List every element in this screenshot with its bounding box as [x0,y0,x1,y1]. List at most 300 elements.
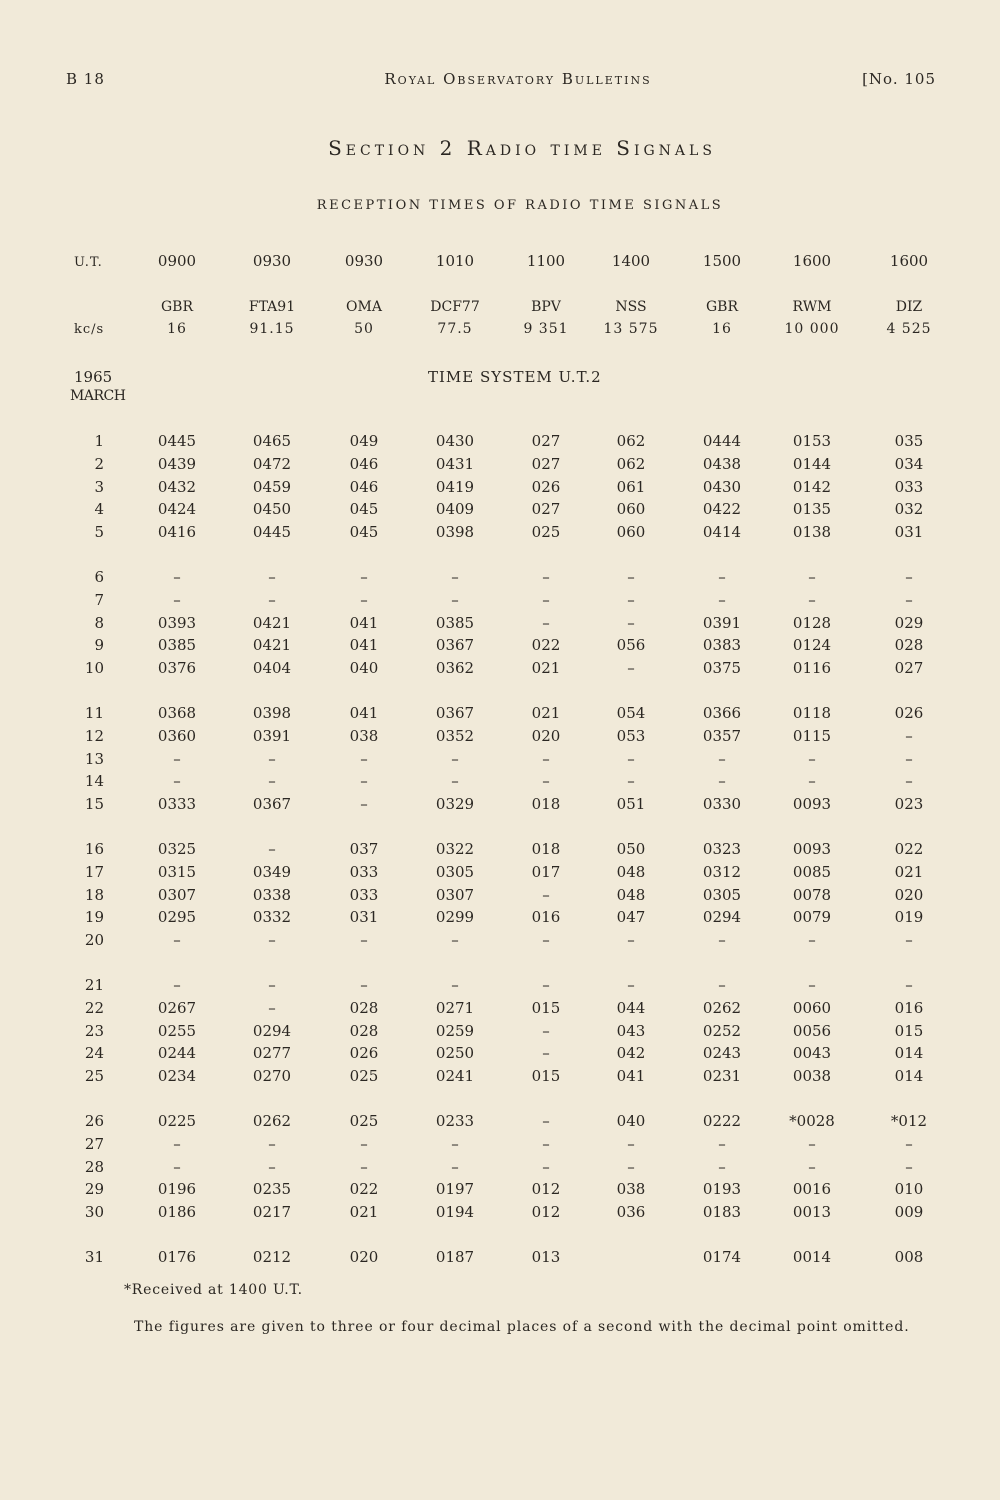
column-station: FTA91 [248,299,296,315]
table-cell: 0472 [252,455,292,473]
table-cell: 049 [349,432,379,450]
table-cell: 0439 [157,455,197,473]
table-cell: 0367 [435,704,475,722]
table-cell: 0307 [435,886,475,904]
column-time-header: 0930 [344,252,384,270]
table-cell: 031 [894,523,924,541]
table-cell: 0409 [435,500,475,518]
table-cell: – [627,750,635,768]
day-number: 9 [94,636,104,654]
table-cell: – [542,976,550,994]
table-cell: 0194 [435,1203,475,1221]
table-cell: 0142 [792,478,832,496]
table-cell: 0176 [157,1248,197,1266]
time-system-label: TIME SYSTEM U.T.2 [428,368,602,386]
table-cell: 038 [616,1180,646,1198]
table-cell: – [718,1158,726,1176]
table-cell: – [627,931,635,949]
table-cell: 0115 [792,727,832,745]
table-cell: – [268,999,276,1017]
column-time-header: 1400 [611,252,651,270]
table-cell: 0305 [702,886,742,904]
table-cell: 0445 [157,432,197,450]
table-cell: 041 [616,1067,646,1085]
table-cell: – [268,750,276,768]
table-cell: 0255 [157,1022,197,1040]
table-cell: 0093 [792,840,832,858]
section-title: Section 2 Radio time Signals [328,136,716,160]
table-cell: 0013 [792,1203,832,1221]
table-cell: – [451,1135,459,1153]
table-cell: – [173,976,181,994]
table-cell: 020 [894,886,924,904]
table-cell: – [542,614,550,632]
table-cell: – [808,750,816,768]
table-cell: 0352 [435,727,475,745]
table-cell: 0385 [435,614,475,632]
day-number: 27 [84,1135,104,1153]
table-cell: – [808,772,816,790]
table-cell: 046 [349,478,379,496]
table-cell: 017 [531,863,561,881]
table-cell: 0144 [792,455,832,473]
table-cell: 026 [531,478,561,496]
table-cell: 0368 [157,704,197,722]
table-cell: 053 [616,727,646,745]
table-cell: 012 [531,1203,561,1221]
day-number: 29 [84,1180,104,1198]
table-cell: 020 [349,1248,379,1266]
table-cell: 032 [894,500,924,518]
table-cell: 0421 [252,636,292,654]
day-number: 7 [94,591,104,609]
table-cell: 0233 [435,1112,475,1130]
table-cell: 0093 [792,795,832,813]
table-cell: 0329 [435,795,475,813]
table-cell: 0323 [702,840,742,858]
table-cell: 022 [349,1180,379,1198]
table-cell: 014 [894,1067,924,1085]
table-cell: 0419 [435,478,475,496]
day-number: 20 [84,931,104,949]
table-cell: 014 [894,1044,924,1062]
table-cell: – [718,591,726,609]
table-cell: 0085 [792,863,832,881]
table-cell: 0234 [157,1067,197,1085]
table-cell: – [451,591,459,609]
table-cell: 0431 [435,455,475,473]
table-cell: 0459 [252,478,292,496]
column-frequency: 10 000 [784,321,840,337]
table-cell: 0262 [702,999,742,1017]
explanatory-note: The figures are given to three or four decimal places of a second with the decimal point omitted. [134,1319,910,1335]
table-cell: 0079 [792,908,832,926]
table-cell: 022 [894,840,924,858]
table-cell: 0056 [792,1022,832,1040]
column-time-header: 0900 [157,252,197,270]
table-cell: 025 [349,1112,379,1130]
column-time-header: 1600 [792,252,832,270]
column-frequency: 50 [354,321,374,337]
table-cell: – [542,750,550,768]
table-cell: – [542,1158,550,1176]
table-cell: – [905,1158,913,1176]
table-cell: 0416 [157,523,197,541]
table-cell: – [451,931,459,949]
table-cell: 042 [616,1044,646,1062]
table-cell: 0383 [702,636,742,654]
table-cell: – [627,976,635,994]
table-cell: 0153 [792,432,832,450]
table-cell: 0330 [702,795,742,813]
table-cell: 0186 [157,1203,197,1221]
column-station: DIZ [895,299,923,315]
table-cell: 031 [349,908,379,926]
table-cell: 0432 [157,478,197,496]
column-station: DCF77 [430,299,480,315]
day-number: 18 [84,886,104,904]
table-cell: 0217 [252,1203,292,1221]
table-cell: 040 [349,659,379,677]
table-cell: 060 [616,523,646,541]
table-cell: 022 [531,636,561,654]
table-cell: 035 [894,432,924,450]
table-cell: 0338 [252,886,292,904]
table-cell: 015 [894,1022,924,1040]
table-cell: *0028 [789,1112,835,1130]
table-cell: 0244 [157,1044,197,1062]
table-cell: – [627,591,635,609]
table-cell: 0262 [252,1112,292,1130]
table-cell: 0118 [792,704,832,722]
table-cell: 0398 [435,523,475,541]
table-cell: – [542,931,550,949]
table-cell: 051 [616,795,646,813]
table-cell: 0450 [252,500,292,518]
table-cell: – [268,591,276,609]
column-frequency: 16 [712,321,732,337]
table-cell: 045 [349,523,379,541]
table-cell: – [627,1135,635,1153]
table-cell: 0391 [252,727,292,745]
table-cell: – [268,840,276,858]
table-cell: 0357 [702,727,742,745]
table-cell: 0444 [702,432,742,450]
table-cell: – [808,591,816,609]
table-cell: 0267 [157,999,197,1017]
column-station: BPV [531,299,561,315]
table-cell: 0398 [252,704,292,722]
table-cell: 0294 [252,1022,292,1040]
month-label: MARCH [70,388,126,404]
day-number: 13 [84,750,104,768]
table-cell: 047 [616,908,646,926]
table-cell: 050 [616,840,646,858]
table-cell: 018 [531,840,561,858]
table-cell: 021 [894,863,924,881]
table-cell: 0014 [792,1248,832,1266]
day-number: 6 [94,568,104,586]
table-cell: 0043 [792,1044,832,1062]
year-label: 1965 [74,368,113,386]
table-cell: – [627,614,635,632]
table-cell: – [808,1158,816,1176]
table-cell: – [542,1022,550,1040]
table-cell: – [451,750,459,768]
table-cell: 0135 [792,500,832,518]
table-cell: 0385 [157,636,197,654]
table-cell: 0421 [252,614,292,632]
table-cell: 0322 [435,840,475,858]
column-station: RWM [792,299,832,315]
day-number: 4 [94,500,104,518]
publication-title: Royal Observatory Bulletins [384,70,652,88]
table-cell: 0360 [157,727,197,745]
table-cell: – [173,750,181,768]
table-cell: 0367 [252,795,292,813]
table-cell: – [360,931,368,949]
day-number: 16 [84,840,104,858]
table-cell: 0016 [792,1180,832,1198]
table-cell: 0305 [435,863,475,881]
table-cell: – [542,1112,550,1130]
table-cell: 0222 [702,1112,742,1130]
table-cell: – [905,1135,913,1153]
table-cell: 021 [349,1203,379,1221]
table-cell: 023 [894,795,924,813]
table-cell: 033 [349,863,379,881]
day-number: 8 [94,614,104,632]
table-cell: 025 [531,523,561,541]
table-cell: – [451,568,459,586]
day-number: 2 [94,455,104,473]
table-cell: 041 [349,704,379,722]
table-cell: – [173,1135,181,1153]
table-cell: 028 [894,636,924,654]
table-cell: – [360,772,368,790]
table-cell: 0212 [252,1248,292,1266]
table-cell: 0430 [435,432,475,450]
day-number: 1 [94,432,104,450]
table-cell: 033 [894,478,924,496]
table-cell: – [542,591,550,609]
table-cell: 0174 [702,1248,742,1266]
table-cell: 0271 [435,999,475,1017]
table-cell: 0231 [702,1067,742,1085]
table-cell: – [360,750,368,768]
table-cell: – [268,931,276,949]
column-station: NSS [615,299,647,315]
table-cell: – [905,931,913,949]
day-number: 22 [84,999,104,1017]
table-cell: 0376 [157,659,197,677]
table-cell: 0325 [157,840,197,858]
table-cell: – [718,976,726,994]
column-frequency: 9 351 [523,321,569,337]
table-cell: 048 [616,863,646,881]
table-cell: 062 [616,432,646,450]
table-cell: – [718,1135,726,1153]
table-cell: – [905,772,913,790]
page-reference: B 18 [66,70,105,88]
table-cell: 0252 [702,1022,742,1040]
table-cell: – [905,591,913,609]
column-frequency: 13 575 [603,321,659,337]
table-cell: 027 [531,455,561,473]
table-cell: 048 [616,886,646,904]
table-cell: 012 [531,1180,561,1198]
table-cell: – [808,1135,816,1153]
table-cell: 015 [531,999,561,1017]
column-frequency: 4 525 [886,321,932,337]
table-cell: – [627,772,635,790]
day-number: 11 [84,704,104,722]
day-number: 10 [84,659,104,677]
table-cell: – [268,1158,276,1176]
table-cell: 025 [349,1067,379,1085]
table-cell: – [542,886,550,904]
day-number: 15 [84,795,104,813]
table-cell: 0138 [792,523,832,541]
table-cell: 0307 [157,886,197,904]
table-cell: 019 [894,908,924,926]
table-cell: 0332 [252,908,292,926]
table-cell: 029 [894,614,924,632]
ut-row-label: U.T. [74,255,103,270]
table-cell: – [268,1135,276,1153]
column-time-header: 1600 [889,252,929,270]
table-cell: – [360,1158,368,1176]
table-cell: – [905,750,913,768]
table-cell: 027 [531,500,561,518]
table-subtitle: RECEPTION TIMES OF RADIO TIME SIGNALS [316,198,724,213]
table-cell: 0183 [702,1203,742,1221]
table-cell: – [542,568,550,586]
column-station: OMA [346,299,382,315]
table-cell: 009 [894,1203,924,1221]
table-cell: 0294 [702,908,742,926]
day-number: 30 [84,1203,104,1221]
column-time-header: 1100 [526,252,566,270]
table-cell: 0038 [792,1067,832,1085]
table-cell: – [173,1158,181,1176]
footnote: *Received at 1400 U.T. [124,1282,303,1298]
table-cell: 060 [616,500,646,518]
table-cell: 0241 [435,1067,475,1085]
table-cell: 0362 [435,659,475,677]
table-cell: 044 [616,999,646,1017]
table-cell: 0235 [252,1180,292,1198]
table-cell: 0424 [157,500,197,518]
column-time-header: 0930 [252,252,292,270]
table-cell: 0312 [702,863,742,881]
table-cell: – [905,568,913,586]
table-cell: – [173,772,181,790]
day-number: 12 [84,727,104,745]
table-cell: 0124 [792,636,832,654]
day-number: 26 [84,1112,104,1130]
table-cell: – [173,591,181,609]
day-number: 28 [84,1158,104,1176]
table-cell: 027 [894,659,924,677]
day-number: 3 [94,478,104,496]
table-cell: 0367 [435,636,475,654]
table-cell: 0445 [252,523,292,541]
table-cell: 0128 [792,614,832,632]
table-cell: – [718,772,726,790]
table-cell: – [627,568,635,586]
day-number: 5 [94,523,104,541]
table-cell: – [360,795,368,813]
column-time-header: 1500 [702,252,742,270]
table-cell: – [542,772,550,790]
column-frequency: 91.15 [249,321,295,337]
table-cell: – [268,772,276,790]
table-cell: 054 [616,704,646,722]
column-station: GBR [160,299,193,315]
table-cell: 016 [531,908,561,926]
table-cell: 010 [894,1180,924,1198]
table-cell: – [808,568,816,586]
table-cell: 0315 [157,863,197,881]
day-number: 14 [84,772,104,790]
table-cell: 0414 [702,523,742,541]
table-cell: 0430 [702,478,742,496]
table-cell: 036 [616,1203,646,1221]
table-cell: – [905,727,913,745]
table-cell: 037 [349,840,379,858]
table-cell: 021 [531,704,561,722]
table-cell: – [173,568,181,586]
table-cell: 013 [531,1248,561,1266]
column-time-header: 1010 [435,252,475,270]
issue-number: [No. 105 [862,70,936,88]
table-cell: 043 [616,1022,646,1040]
table-cell: 045 [349,500,379,518]
table-cell: – [451,976,459,994]
table-cell: 0243 [702,1044,742,1062]
table-cell: – [542,1135,550,1153]
day-number: 31 [84,1248,104,1266]
table-cell: – [451,772,459,790]
table-cell: 034 [894,455,924,473]
table-cell: 0349 [252,863,292,881]
table-cell: – [360,568,368,586]
table-cell: 0250 [435,1044,475,1062]
table-cell: 0465 [252,432,292,450]
table-cell: 0438 [702,455,742,473]
table-cell: 0225 [157,1112,197,1130]
table-cell: 0060 [792,999,832,1017]
table-cell: 0333 [157,795,197,813]
table-cell: 0187 [435,1248,475,1266]
table-cell: 041 [349,636,379,654]
table-cell: 028 [349,999,379,1017]
table-cell: 0299 [435,908,475,926]
table-cell: 018 [531,795,561,813]
table-cell: 046 [349,455,379,473]
table-cell: – [718,568,726,586]
table-cell: – [542,1044,550,1062]
day-number: 19 [84,908,104,926]
table-cell: 033 [349,886,379,904]
column-frequency: 77.5 [437,321,473,337]
table-cell: – [360,591,368,609]
table-cell: – [268,568,276,586]
table-cell: – [808,976,816,994]
table-cell: 0270 [252,1067,292,1085]
table-cell: 028 [349,1022,379,1040]
